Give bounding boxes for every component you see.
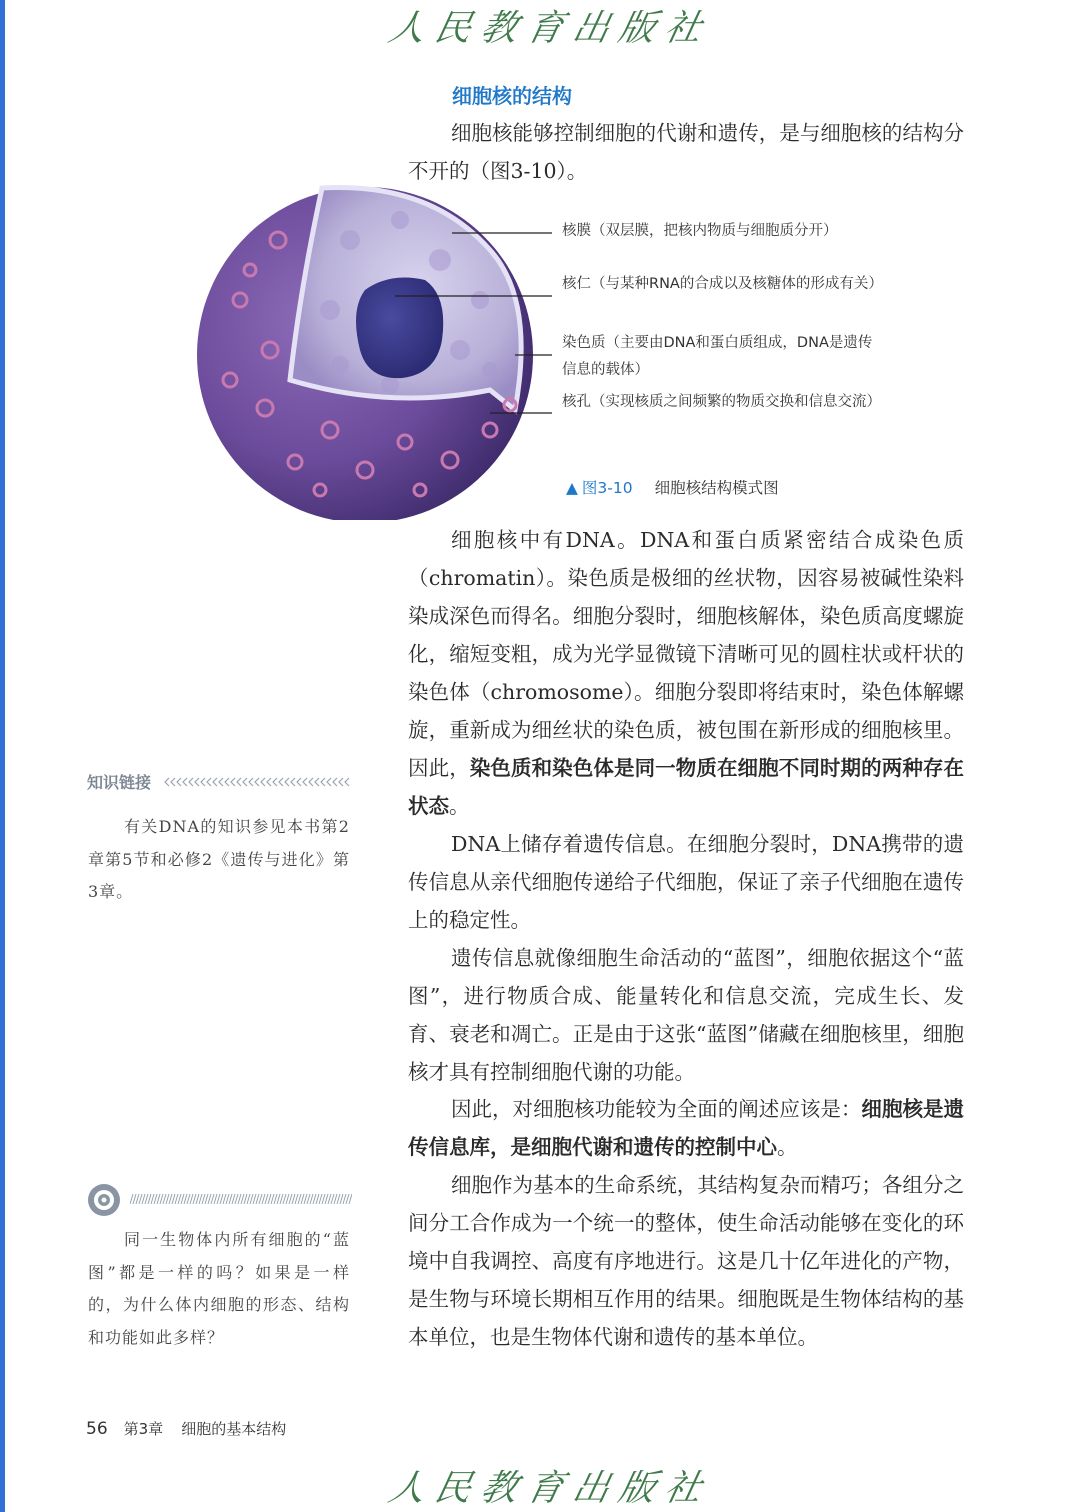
chevron-rule-icon xyxy=(163,776,353,788)
paragraph-life-system: 细胞作为基本的生命系统，其结构复杂而精巧；各组分之间分工合作成为一个统一的整体，使生命活动能够在变化的环境中自我调控、高度有序地进行。这是几十亿年进化的产物，是生物与环境长期相互作用的结果。细胞既是生物体结构的基本单位，也是生物体代谢和遗传的基本单位。 xyxy=(408,1173,964,1349)
label-nuclear-envelope: 核膜（双层膜，把核内物质与细胞质分开） xyxy=(562,223,838,239)
publisher-watermark-top: 人民教育出版社 xyxy=(384,8,716,49)
paragraph-chromatin: 细胞核中有DNA。DNA和蛋白质紧密结合成染色质（chromatin）。染色质是极细的丝状物，因容易被碱性染料染成深色而得名。细胞分裂时，细胞核解体，染色质高度螺旋化，缩短变粗，成为光学显微镜下清晰可见的圆柱状或杆状的染色体（chromosome）。细胞分裂即将结束时，染色体解螺旋，重新成为细丝状的染色质，被包围在新形成的细胞核里。因此，染色质和染色体是同一物质在细胞不同时期的两种存在状态。 xyxy=(408,528,965,818)
label-chromatin: 染色质（主要由DNA和蛋白质组成，DNA是遗传信息的载体） xyxy=(562,335,873,378)
knowledge-link-text: 有关DNA的知识参见本书第2章第5节和必修2《遗传与进化》第3章。 xyxy=(88,817,350,901)
label-nuclear-pore: 核孔（实现核质之间频繁的物质交换和信息交流） xyxy=(562,394,881,410)
question-icon xyxy=(86,1182,122,1218)
chapter-label: 第3章 xyxy=(123,1420,164,1438)
paragraph-dna-info: DNA上储存着遗传信息。在细胞分裂时，DNA携带的遗传信息从亲代细胞传递给子代细胞，保证了亲子代细胞在遗传上的稳定性。 xyxy=(408,832,964,932)
nucleus-illustration xyxy=(190,180,560,520)
page-footer xyxy=(86,1418,286,1439)
page-edge-bar xyxy=(0,0,5,1512)
knowledge-link-heading: 知识链接 xyxy=(87,773,152,792)
caption-text: 细胞核结构模式图 xyxy=(654,479,779,497)
publisher-watermark-bottom: 人民教育出版社 xyxy=(384,1468,716,1509)
label-nucleolus: 核仁（与某种RNA的合成以及核糖体的形成有关） xyxy=(562,276,883,292)
intro-paragraph: 细胞核能够控制细胞的代谢和遗传，是与细胞核的结构分不开的（图3-10）。 xyxy=(408,121,964,183)
caption-figure-number: 图3-10 xyxy=(581,479,633,497)
paragraph-nucleus-function: 因此，对细胞核功能较为全面的阐述应该是：细胞核是遗传信息库，是细胞代谢和遗传的控制中心。 xyxy=(408,1097,965,1159)
question-text: 同一生物体内所有细胞的“蓝图”都是一样的吗？如果是一样的，为什么体内细胞的形态、结构和功能如此多样？ xyxy=(88,1230,350,1347)
page-number: 56 xyxy=(86,1419,108,1439)
nucleolus xyxy=(356,278,443,379)
hatched-rule xyxy=(130,1194,352,1204)
caption-triangle-icon: ▲ xyxy=(566,479,578,497)
chapter-title: 细胞的基本结构 xyxy=(181,1420,287,1438)
paragraph-blueprint: 遗传信息就像细胞生命活动的“蓝图”，细胞依据这个“蓝图”，进行物质合成、能量转化和信息交流，完成生长、发育、衰老和凋亡。正是由于这张“蓝图”储藏在细胞核里，细胞核才具有控制细胞代谢的功能。 xyxy=(408,946,964,1084)
figure-caption xyxy=(566,476,779,498)
section-title: 细胞核的结构 xyxy=(452,84,572,108)
